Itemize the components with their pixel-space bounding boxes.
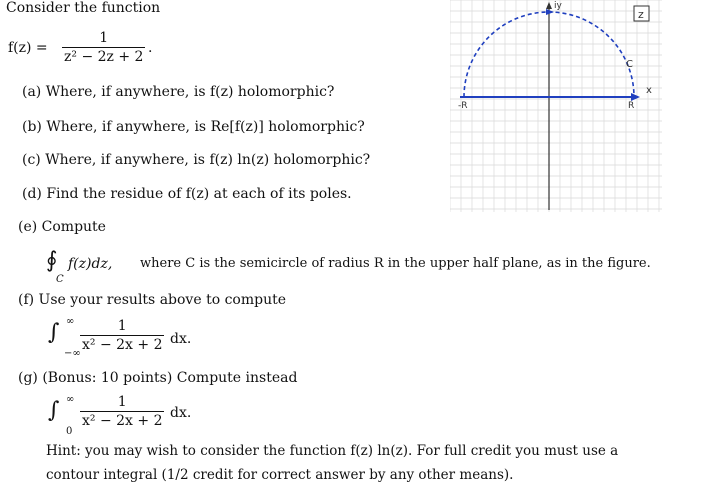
part-g-upper-limit: ∞ — [66, 394, 75, 405]
part-b: (b) Where, if anywhere, is Re[f(z)] holomorphic? — [22, 119, 365, 135]
arc-direction-arrow — [546, 9, 554, 15]
fraction-bar — [80, 335, 164, 336]
function-lhs: f(z) = — [8, 40, 48, 56]
function-period: . — [148, 40, 153, 56]
part-f-lower-limit: −∞ — [64, 348, 81, 359]
part-a: (a) Where, if anywhere, is f(z) holomorphic? — [22, 84, 335, 100]
integral-sign-f: ∫ — [48, 320, 60, 345]
contour-subscript: C — [56, 274, 64, 285]
label-z: z — [638, 8, 644, 21]
contour-figure — [450, 0, 662, 212]
part-e-label: (e) Compute — [18, 219, 106, 235]
part-f-label: (f) Use your results above to compute — [18, 292, 287, 308]
part-f-upper-limit: ∞ — [66, 316, 75, 327]
part-f-numerator: 1 — [117, 318, 127, 334]
part-g-dx: dx. — [170, 405, 192, 421]
label-x: x — [646, 85, 652, 96]
part-f-fraction — [80, 318, 164, 353]
part-f-dx: dx. — [170, 331, 192, 347]
part-d: (d) Find the residue of f(z) at each of its poles. — [22, 186, 352, 202]
intro-consider: Consider the function — [6, 0, 161, 16]
part-g-lower-limit: 0 — [66, 426, 73, 437]
label-r: R — [628, 101, 635, 111]
part-e-description: where C is the semicircle of radius R in the upper half plane, as in the figure. — [140, 256, 651, 271]
real-axis-arrow — [631, 93, 640, 101]
imaginary-axis-arrow — [546, 2, 552, 9]
part-g-fraction — [80, 394, 164, 429]
function-denominator: z² − 2z + 2 — [64, 49, 144, 65]
hint-line-2: contour integral (1/2 credit for correct answer by any other means). — [46, 467, 514, 483]
hint-line-1: Hint: you may wish to consider the function f(z) ln(z). For full credit you must use a — [46, 443, 619, 459]
contour-integral-sign: ∮ — [46, 248, 58, 273]
fraction-bar — [80, 411, 164, 412]
part-e-integrand: f(z)dz, — [68, 256, 113, 272]
label-neg-r: -R — [458, 101, 468, 111]
part-c: (c) Where, if anywhere, is f(z) ln(z) holomorphic? — [22, 152, 371, 168]
part-g-denominator: x² − 2x + 2 — [82, 413, 163, 429]
integral-sign-g: ∫ — [48, 398, 60, 423]
label-c: C — [626, 59, 633, 70]
function-fraction — [62, 30, 145, 65]
fraction-bar — [62, 47, 145, 48]
label-iy: iy — [554, 1, 562, 11]
part-g-numerator: 1 — [117, 394, 127, 410]
part-f-denominator: x² − 2x + 2 — [82, 337, 163, 353]
function-numerator: 1 — [99, 30, 109, 46]
part-g-label: (g) (Bonus: 10 points) Compute instead — [18, 370, 298, 386]
